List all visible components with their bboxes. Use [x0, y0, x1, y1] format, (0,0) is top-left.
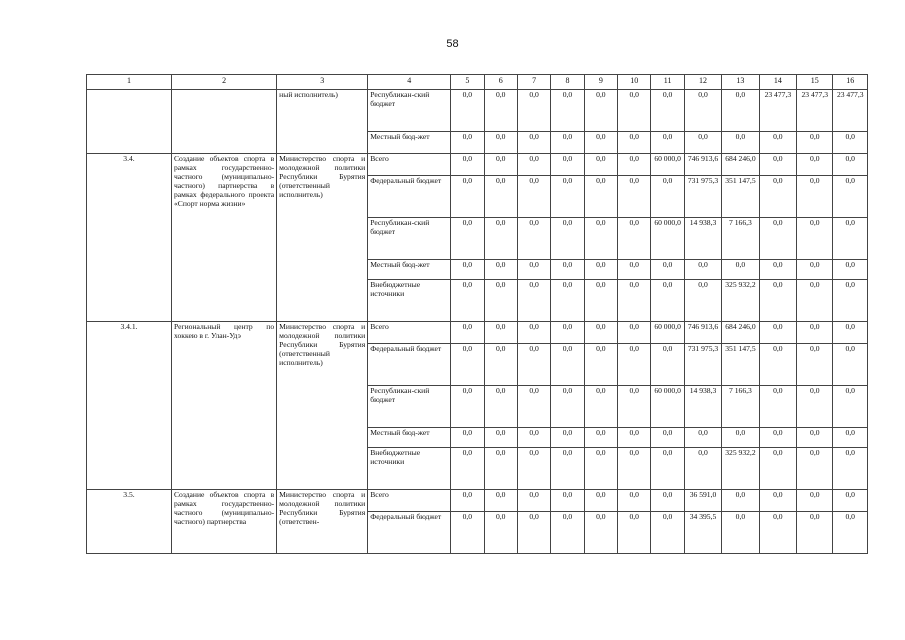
value-cell: 0,0 — [551, 428, 584, 448]
budget-table — [86, 74, 868, 554]
value-cell: 684 246,0 — [722, 322, 759, 344]
value-cell: 0,0 — [759, 490, 796, 512]
value-cell: 0,0 — [451, 344, 484, 386]
value-cell: 0,0 — [517, 428, 550, 448]
item-name: Создание объектов спорта в рамках государственно- частного (муниципально-частного) партнерства в рамках федерального проекта «Спорт норма жизни» — [171, 154, 276, 322]
column-header: 9 — [584, 75, 617, 90]
value-cell: 0,0 — [517, 322, 550, 344]
value-cell: 0,0 — [584, 490, 617, 512]
value-cell: 351 147,5 — [722, 344, 759, 386]
value-cell: 0,0 — [451, 322, 484, 344]
funding-source: Республикан-ский бюджет — [368, 386, 451, 428]
value-cell: 0,0 — [651, 280, 684, 322]
value-cell: 0,0 — [584, 132, 617, 154]
value-cell: 0,0 — [451, 386, 484, 428]
value-cell: 0,0 — [759, 386, 796, 428]
value-cell: 36 591,0 — [684, 490, 721, 512]
value-cell: 0,0 — [797, 344, 833, 386]
value-cell: 0,0 — [833, 322, 868, 344]
value-cell: 0,0 — [759, 218, 796, 260]
funding-source: Федеральный бюджет — [368, 512, 451, 554]
value-cell: 0,0 — [517, 490, 550, 512]
page-number: 58 — [446, 38, 459, 50]
column-header: 10 — [618, 75, 651, 90]
value-cell: 0,0 — [551, 448, 584, 490]
value-cell: 0,0 — [797, 218, 833, 260]
value-cell: 7 166,3 — [722, 386, 759, 428]
value-cell: 0,0 — [517, 90, 550, 132]
item-number: 3.5. — [87, 490, 172, 554]
value-cell: 0,0 — [651, 90, 684, 132]
value-cell: 0,0 — [722, 428, 759, 448]
value-cell: 0,0 — [451, 428, 484, 448]
column-header: 14 — [759, 75, 796, 90]
value-cell: 0,0 — [833, 154, 868, 176]
value-cell: 0,0 — [618, 428, 651, 448]
item-number: 3.4.1. — [87, 322, 172, 490]
item-number: 3.4. — [87, 154, 172, 322]
value-cell: 0,0 — [651, 428, 684, 448]
value-cell: 60 000,0 — [651, 218, 684, 260]
column-header: 1 — [87, 75, 172, 90]
value-cell: 0,0 — [451, 154, 484, 176]
value-cell: 0,0 — [517, 260, 550, 280]
funding-source: Местный бюд-жет — [368, 260, 451, 280]
value-cell: 0,0 — [797, 322, 833, 344]
value-cell: 0,0 — [484, 428, 517, 448]
value-cell: 0,0 — [651, 344, 684, 386]
table-row — [87, 154, 868, 176]
value-cell: 0,0 — [584, 448, 617, 490]
value-cell: 0,0 — [651, 448, 684, 490]
value-cell: 0,0 — [684, 90, 721, 132]
value-cell: 0,0 — [759, 448, 796, 490]
value-cell: 0,0 — [618, 132, 651, 154]
value-cell: 0,0 — [451, 512, 484, 554]
funding-source: Местный бюд-жет — [368, 428, 451, 448]
value-cell: 0,0 — [797, 428, 833, 448]
value-cell: 0,0 — [584, 154, 617, 176]
value-cell: 0,0 — [797, 490, 833, 512]
item-name: Региональный центр по хоккею в г. Улан-Удэ — [171, 322, 276, 490]
value-cell: 0,0 — [484, 218, 517, 260]
value-cell: 0,0 — [484, 280, 517, 322]
value-cell: 0,0 — [759, 428, 796, 448]
value-cell: 0,0 — [584, 90, 617, 132]
value-cell: 0,0 — [833, 260, 868, 280]
funding-source: Республикан-ский бюджет — [368, 90, 451, 132]
value-cell: 0,0 — [484, 344, 517, 386]
value-cell: 0,0 — [833, 218, 868, 260]
column-header: 12 — [684, 75, 721, 90]
value-cell: 746 913,6 — [684, 322, 721, 344]
value-cell: 0,0 — [651, 512, 684, 554]
value-cell: 0,0 — [684, 132, 721, 154]
value-cell: 0,0 — [833, 386, 868, 428]
value-cell: 0,0 — [759, 260, 796, 280]
value-cell: 0,0 — [584, 260, 617, 280]
column-header: 16 — [833, 75, 868, 90]
value-cell: 746 913,6 — [684, 154, 721, 176]
executor-cell: Министерство спорта и молодежной политики Республики Бурятия (ответствен- — [277, 490, 368, 554]
value-cell: 0,0 — [722, 490, 759, 512]
column-header: 8 — [551, 75, 584, 90]
value-cell: 0,0 — [551, 344, 584, 386]
value-cell: 325 932,2 — [722, 280, 759, 322]
value-cell: 0,0 — [722, 512, 759, 554]
value-cell: 0,0 — [551, 322, 584, 344]
value-cell: 0,0 — [797, 448, 833, 490]
value-cell: 0,0 — [451, 260, 484, 280]
value-cell: 0,0 — [833, 448, 868, 490]
value-cell: 0,0 — [584, 428, 617, 448]
value-cell: 0,0 — [797, 280, 833, 322]
value-cell: 0,0 — [759, 344, 796, 386]
funding-source: Всего — [368, 154, 451, 176]
funding-source: Республикан-ский бюджет — [368, 218, 451, 260]
value-cell: 0,0 — [517, 132, 550, 154]
funding-source: Всего — [368, 322, 451, 344]
value-cell: 0,0 — [551, 260, 584, 280]
value-cell: 0,0 — [517, 176, 550, 218]
value-cell: 0,0 — [651, 490, 684, 512]
item-name-cell — [171, 90, 276, 154]
value-cell: 0,0 — [584, 386, 617, 428]
value-cell: 0,0 — [684, 428, 721, 448]
value-cell: 351 147,5 — [722, 176, 759, 218]
table-row — [87, 322, 868, 344]
value-cell: 23 477,3 — [759, 90, 796, 132]
value-cell: 0,0 — [618, 280, 651, 322]
value-cell: 34 395,5 — [684, 512, 721, 554]
value-cell: 0,0 — [551, 512, 584, 554]
value-cell: 0,0 — [551, 280, 584, 322]
funding-source: Всего — [368, 490, 451, 512]
value-cell: 0,0 — [584, 218, 617, 260]
value-cell: 0,0 — [451, 218, 484, 260]
value-cell: 60 000,0 — [651, 322, 684, 344]
value-cell: 0,0 — [451, 132, 484, 154]
column-header: 2 — [171, 75, 276, 90]
value-cell: 0,0 — [551, 176, 584, 218]
executor-cell: Министерство спорта и молодежной политики Республики Бурятия (ответственный исполнитель) — [277, 154, 368, 322]
value-cell: 23 477,3 — [797, 90, 833, 132]
value-cell: 0,0 — [517, 512, 550, 554]
value-cell: 0,0 — [833, 490, 868, 512]
value-cell: 0,0 — [797, 512, 833, 554]
value-cell: 0,0 — [484, 490, 517, 512]
value-cell: 0,0 — [584, 280, 617, 322]
value-cell: 0,0 — [759, 132, 796, 154]
value-cell: 0,0 — [618, 490, 651, 512]
value-cell: 0,0 — [484, 322, 517, 344]
value-cell: 0,0 — [484, 176, 517, 218]
value-cell: 0,0 — [618, 344, 651, 386]
column-header: 7 — [517, 75, 550, 90]
value-cell: 0,0 — [833, 280, 868, 322]
value-cell: 0,0 — [584, 322, 617, 344]
value-cell: 0,0 — [451, 490, 484, 512]
table-row — [87, 90, 868, 132]
value-cell: 0,0 — [517, 344, 550, 386]
value-cell: 0,0 — [722, 260, 759, 280]
value-cell: 0,0 — [618, 90, 651, 132]
value-cell: 0,0 — [651, 260, 684, 280]
column-header: 11 — [651, 75, 684, 90]
value-cell: 0,0 — [759, 176, 796, 218]
value-cell: 0,0 — [451, 176, 484, 218]
value-cell: 0,0 — [833, 344, 868, 386]
value-cell: 0,0 — [759, 512, 796, 554]
value-cell: 0,0 — [651, 132, 684, 154]
value-cell: 14 938,3 — [684, 218, 721, 260]
value-cell: 0,0 — [722, 132, 759, 154]
value-cell: 0,0 — [797, 176, 833, 218]
value-cell: 7 166,3 — [722, 218, 759, 260]
value-cell: 0,0 — [797, 132, 833, 154]
value-cell: 325 932,2 — [722, 448, 759, 490]
value-cell: 0,0 — [517, 386, 550, 428]
column-header: 4 — [368, 75, 451, 90]
value-cell: 0,0 — [484, 260, 517, 280]
value-cell: 0,0 — [618, 448, 651, 490]
value-cell: 0,0 — [684, 280, 721, 322]
value-cell: 0,0 — [759, 154, 796, 176]
value-cell: 0,0 — [618, 154, 651, 176]
value-cell: 0,0 — [551, 154, 584, 176]
value-cell: 0,0 — [551, 132, 584, 154]
value-cell: 0,0 — [517, 218, 550, 260]
value-cell: 0,0 — [833, 132, 868, 154]
funding-source: Федеральный бюджет — [368, 176, 451, 218]
value-cell: 0,0 — [584, 512, 617, 554]
value-cell: 0,0 — [484, 90, 517, 132]
executor-cell: ный исполнитель) — [277, 90, 368, 154]
funding-source: Федеральный бюджет — [368, 344, 451, 386]
value-cell: 60 000,0 — [651, 386, 684, 428]
header-row — [87, 75, 868, 90]
value-cell: 0,0 — [584, 176, 617, 218]
value-cell: 0,0 — [551, 490, 584, 512]
item-number-cell — [87, 90, 172, 154]
value-cell: 0,0 — [797, 386, 833, 428]
value-cell: 0,0 — [484, 386, 517, 428]
column-header: 13 — [722, 75, 759, 90]
value-cell: 0,0 — [451, 448, 484, 490]
value-cell: 0,0 — [797, 154, 833, 176]
funding-source: Внебюджетные источники — [368, 280, 451, 322]
value-cell: 0,0 — [484, 154, 517, 176]
item-name: Создание объектов спорта в рамках государственно-частного (муниципально-частного) партнерства — [171, 490, 276, 554]
value-cell: 0,0 — [722, 90, 759, 132]
value-cell: 0,0 — [833, 176, 868, 218]
value-cell: 0,0 — [517, 154, 550, 176]
value-cell: 0,0 — [517, 448, 550, 490]
value-cell: 0,0 — [484, 512, 517, 554]
value-cell: 0,0 — [797, 260, 833, 280]
value-cell: 14 938,3 — [684, 386, 721, 428]
value-cell: 0,0 — [684, 448, 721, 490]
column-header: 3 — [277, 75, 368, 90]
value-cell: 0,0 — [759, 322, 796, 344]
value-cell: 0,0 — [618, 512, 651, 554]
value-cell: 0,0 — [759, 280, 796, 322]
column-header: 5 — [451, 75, 484, 90]
value-cell: 0,0 — [451, 90, 484, 132]
value-cell: 0,0 — [651, 176, 684, 218]
value-cell: 0,0 — [618, 322, 651, 344]
funding-source: Внебюджетные источники — [368, 448, 451, 490]
value-cell: 0,0 — [551, 218, 584, 260]
value-cell: 731 975,3 — [684, 344, 721, 386]
value-cell: 0,0 — [484, 448, 517, 490]
value-cell: 0,0 — [618, 386, 651, 428]
value-cell: 0,0 — [618, 176, 651, 218]
value-cell: 0,0 — [517, 280, 550, 322]
value-cell: 0,0 — [618, 260, 651, 280]
value-cell: 0,0 — [833, 428, 868, 448]
funding-source: Местный бюд-жет — [368, 132, 451, 154]
value-cell: 0,0 — [451, 280, 484, 322]
column-header: 6 — [484, 75, 517, 90]
column-header: 15 — [797, 75, 833, 90]
executor-cell: Министерство спорта и молодежной политики Республики Бурятия (ответственный исполнитель) — [277, 322, 368, 490]
value-cell: 0,0 — [684, 260, 721, 280]
value-cell: 0,0 — [618, 218, 651, 260]
value-cell: 0,0 — [484, 132, 517, 154]
value-cell: 731 975,3 — [684, 176, 721, 218]
value-cell: 0,0 — [833, 512, 868, 554]
value-cell: 0,0 — [551, 386, 584, 428]
value-cell: 0,0 — [551, 90, 584, 132]
table-row — [87, 490, 868, 512]
value-cell: 60 000,0 — [651, 154, 684, 176]
value-cell: 23 477,3 — [833, 90, 868, 132]
value-cell: 0,0 — [584, 344, 617, 386]
value-cell: 684 246,0 — [722, 154, 759, 176]
